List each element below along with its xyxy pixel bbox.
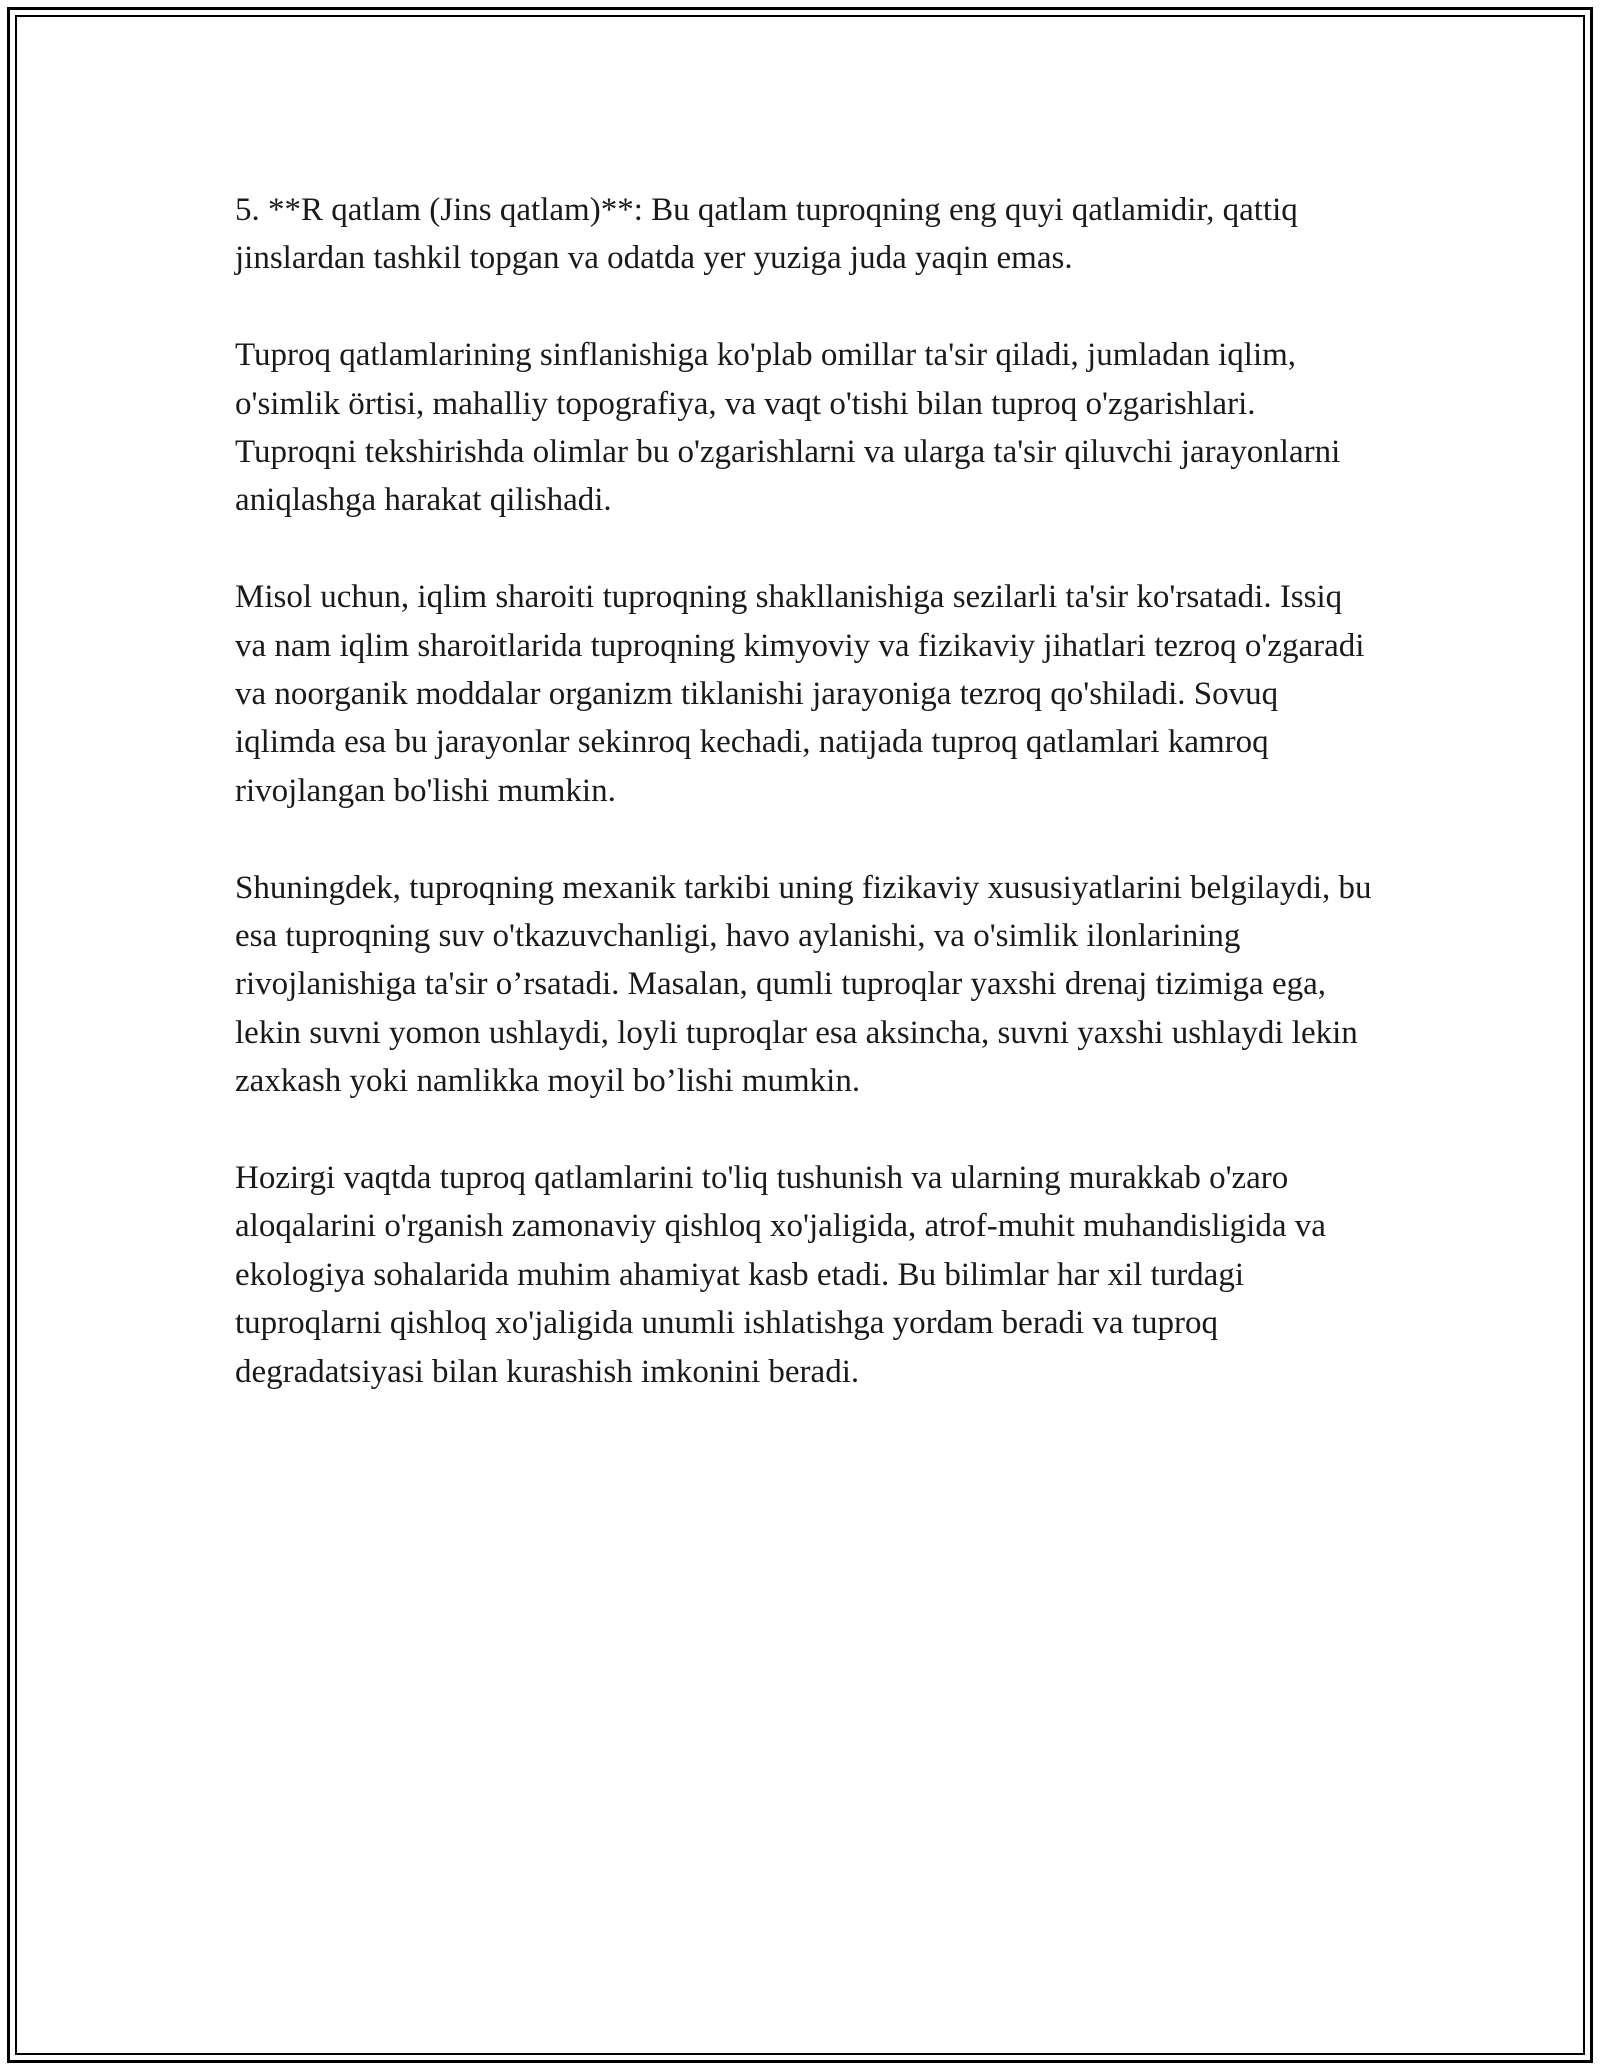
document-body bbox=[235, 186, 1375, 1396]
paragraph-classification-factors: Tuproq qatlamlarining sinflanishiga ko'plab omillar ta'sir qiladi, jumladan iqlim, o'simlik örtisi, mahalliy topografiya, va vaqt o'tishi bilan tuproq o'zgarishlari. Tuproqni tekshirishda olimlar bu o'zgarishlarni va ularga ta'sir qiluvchi jarayonlarni aniqlashga harakat qilishadi. bbox=[235, 337, 1341, 519]
paragraph-r-horizon: 5. **R qatlam (Jins qatlam)**: Bu qatlam tuproqning eng quyi qatlamidir, qattiq jinslardan tashkil topgan va odatda yer yuziga juda yaqin emas. bbox=[235, 192, 1298, 277]
paragraph-climate-example: Misol uchun, iqlim sharoiti tuproqning shakllanishiga sezilarli ta'sir ko'rsatadi. Issiq va nam iqlim sharoitlarida tuproqning kimyoviy va fizikaviy jihatlari tezroq o'zgaradi va noorganik moddalar organizm tiklanishi jarayoniga tezroq qo'shiladi. Sovuq iqlimda esa bu jarayonlar sekinroq kechadi, natijada tuproq qatlamlari kamroq rivojlangan bo'lishi mumkin. bbox=[235, 579, 1365, 809]
paragraph-current-importance: Hozirgi vaqtda tuproq qatlamlarini to'liq tushunish va ularning murakkab o'zaro aloqalarini o'rganish zamonaviy qishloq xo'jaligida, atrof-muhit muhandisligida va ekologiya sohalarida muhim ahamiyat kasb etadi. Bu bilimlar har xil turdagi tuproqlarni qishloq xo'jaligida unumli ishlatishga yordam beradi va tuproq degradatsiyasi bilan kurashish imkonini beradi. bbox=[235, 1160, 1326, 1390]
paragraph-mechanical-composition: Shuningdek, tuproqning mexanik tarkibi uning fizikaviy xususiyatlarini belgilaydi, bu esa tuproqning suv o'tkazuvchanligi, havo aylanishi, va o'simlik ilonlarining rivojlanishiga ta'sir o’rsatadi. Masalan, qumli tuproqlar yaxshi drenaj tizimiga ega, lekin suvni yomon ushlaydi, loyli tuproqlar esa aksincha, suvni yaxshi ushlaydi lekin zaxkash yoki namlikka moyil bo’lishi mumkin. bbox=[235, 869, 1372, 1100]
